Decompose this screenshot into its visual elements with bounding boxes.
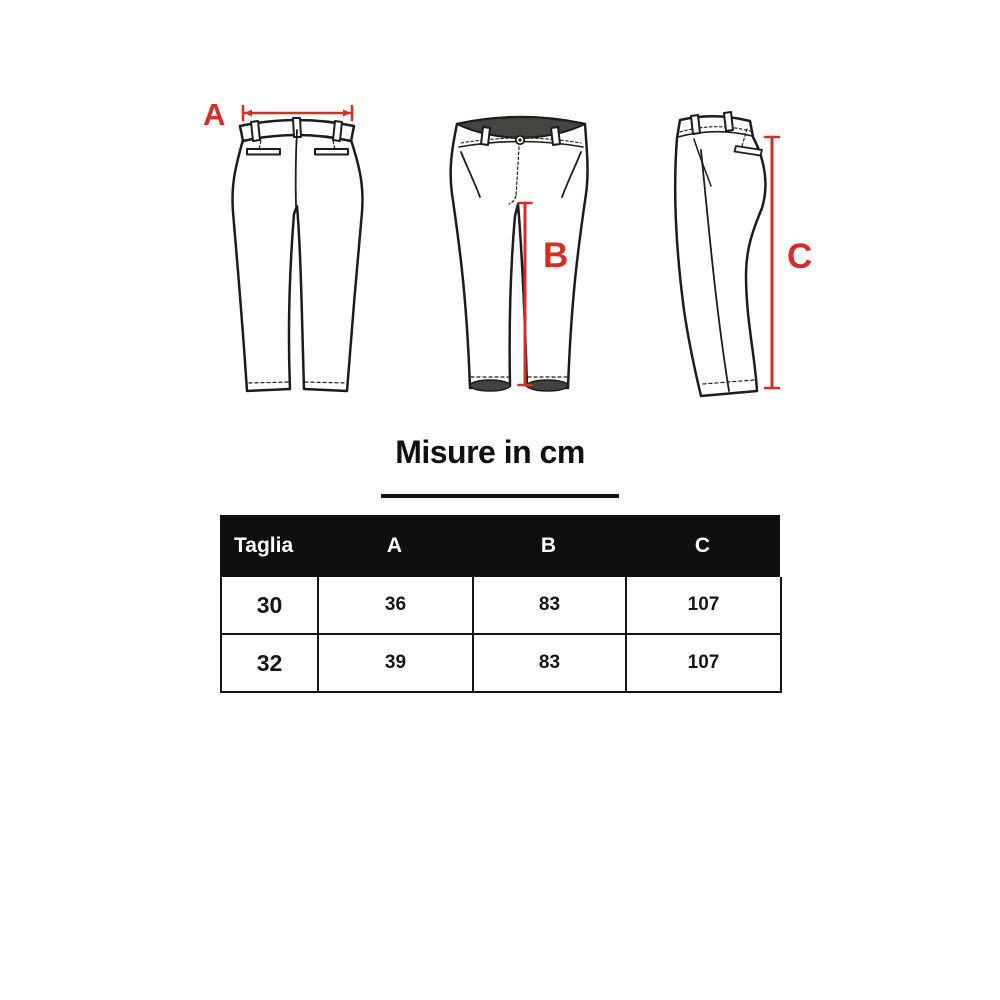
section-title: Misure in cm — [395, 434, 585, 470]
section-title-wrap — [190, 434, 790, 471]
pants-back-view-illustration — [232, 118, 362, 391]
cell-measure-b: 83 — [474, 635, 627, 693]
header-cell-b: B — [540, 534, 557, 557]
measurement-label-a: A — [203, 97, 226, 132]
cell-size: 30 — [222, 577, 319, 635]
measurement-line-c — [765, 137, 779, 388]
size-table-header-row — [220, 515, 780, 577]
cell-measure-a: 39 — [319, 635, 474, 693]
header-cell-c: C — [694, 534, 711, 557]
pants-side-view-illustration — [675, 112, 765, 396]
cell-measure-a: 36 — [319, 577, 474, 635]
cell-measure-c: 107 — [627, 577, 782, 635]
pants-measurement-diagram — [0, 0, 1000, 440]
measurement-label-c: C — [787, 237, 813, 276]
cell-measure-b: 83 — [474, 577, 627, 635]
header-cell-taglia: Taglia — [234, 534, 294, 557]
measurement-label-b: B — [543, 236, 569, 275]
cell-measure-c: 107 — [627, 635, 782, 693]
table-row — [222, 635, 780, 693]
size-table-body — [220, 577, 780, 693]
size-table — [220, 515, 780, 693]
table-row — [222, 577, 780, 635]
title-underline — [381, 494, 619, 498]
cell-size: 32 — [222, 635, 319, 693]
header-cell-a: A — [386, 534, 403, 557]
